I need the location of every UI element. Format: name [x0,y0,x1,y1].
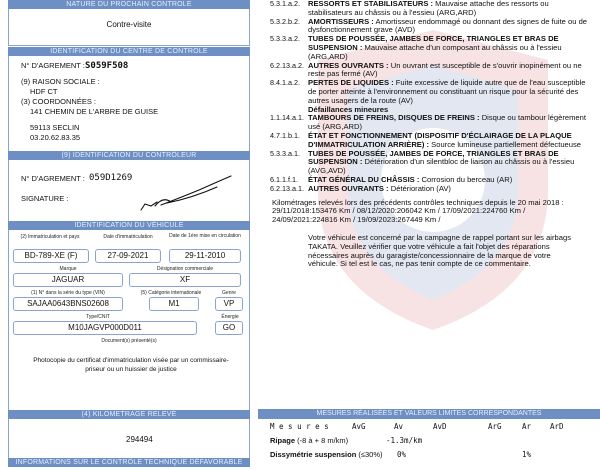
mileage-value: 294494 [126,435,153,444]
categorie-field: M1 [149,297,199,311]
defect-code: 5.3.3.a.1. [270,148,300,158]
defect-code: 6.2.13.a.2. [270,60,304,70]
col-avg: AvG [352,422,366,431]
defect-text: TUBES DE POUSSÉE, JAMBES DE FORCE, TRIANGLES ET BRAS DE SUSPENSION : Détérioration d'un silentbloc de liaison au châssis ou à l'essieu (AVG,AVD) [308,148,575,176]
defect-text: AUTRES OUVRANTS : Un ouvrant est susceptible de s'ouvrir inopinément ou ne reste pas fermé (AV) [308,60,582,79]
measures-col-label: M e s u r e s [270,422,329,431]
defect-entry [270,114,600,132]
defect-entry [270,150,600,176]
measures-header: MESURES RÉALISÉES ET VALEURS LIMITES CORRESPONDANTES [258,409,600,419]
type-cnit-label: Type/CNIT [86,314,110,320]
control-centre-header: IDENTIFICATION DU CENTRE DE CONTROLE [8,47,250,56]
designation-label: Désignation commerciale [156,266,214,272]
date-circulation-field: 29-11-2010 [169,249,241,263]
defect-title: AUTRES OUVRANTS : [308,183,389,193]
controller-box [8,160,250,223]
measures-section [258,409,600,461]
col-arg: ArG [488,422,502,431]
defect-code: 1.1.14.a.1. [270,113,304,123]
vehicle-box [8,230,250,412]
mileage-section [8,410,250,461]
immat-field: BD-789-XE (F) [13,249,89,263]
vehicle-header: IDENTIFICATION DU VÉHICULE [8,221,250,230]
defect-title: RESSORTS ET STABILISATEURS : [308,0,434,8]
defect-code: 5.3.2.b.2. [270,16,300,26]
immat-label: (2) Immatriculation et pays [20,234,80,240]
vin-field: SAJAA0643BNS02608 [13,297,123,311]
raison-sociale-label: (9) RAISON SOCIALE : [21,77,100,86]
defect-text: TUBES DE POUSSÉE, JAMBES DE FORCE, TRIANGLES ET BRAS DE SUSPENSION : Mauvaise attache d'un composant au châssis ou à l'essieu (ARG,ARD) [308,34,562,61]
defect-title: TUBES DE POUSSÉE, JAMBES DE FORCE, TRIANGLES ET BRAS DE SUSPENSION : [308,148,559,167]
coordonnees-label: (3) COORDONNÉES : [21,97,97,106]
centre-phone: 03.20.62.83.35 [30,133,81,142]
energie-field: GO [215,321,243,335]
mileage-box [8,419,250,461]
next-control-value: Contre-visite [106,20,152,29]
defect-title: TAMBOURS DE FREINS, DISQUES DE FREINS : [308,113,480,123]
minor-defects-list [270,114,600,193]
defect-entry [270,0,600,18]
centre-city: 59113 SECLIN [30,123,80,132]
date-immat-field: 27-09-2021 [95,249,161,263]
energie-label: Énergie [221,314,239,320]
controller-agrement-label: N° D'AGREMENT : [21,173,85,183]
documents-value: Photocopie du certificat d'immatriculation visée par un commissaire-priseur ou un huissier de justice [33,357,229,373]
defect-text: ÉTAT GÉNÉRAL DU CHÂSSIS : Corrosion du berceau (AR) [308,174,513,184]
marque-label: Marque [59,266,77,272]
mileage-history: Kilométrages relevés lors des précédents contrôles techniques depuis le 20 mai 2018 : 29/11/2018:153476 Km / 08/12/2020:206042 Km / 17/09/2021:224760 Km / 24/09/2021:224816 Km / 19/09/2023:267449 Km / [272,197,564,225]
date-immat-label: Date d'immatriculation [103,234,153,240]
defect-code: 6.1.1.f.1. [270,174,298,184]
defect-text: ÉTAT ET FONCTIONNEMENT (DISPOSITIF D'ÉCLAIRAGE DE LA PLAQUE D'IMMATRICULATION ARRIÈRE) : Source lumineuse partiellement défectueuse [308,130,582,149]
centre-agrement-value: S059F508 [85,61,129,71]
defect-entry [270,132,600,150]
defect-entry [270,62,600,80]
defect-title: AUTRES OUVRANTS : [308,60,389,70]
genre-label: Genre [222,290,236,296]
defect-code: 5.3.1.a.2. [270,0,300,8]
genre-field: VP [215,297,243,311]
left-column [8,0,250,470]
centre-agrement-label: N° D'AGREMENT : [21,61,85,70]
defect-title: AMORTISSEURS : [308,16,374,26]
defect-title: ÉTAT GÉNÉRAL DU CHÂSSIS : [308,174,420,184]
defects-column [270,0,600,269]
ripage-limit: (-8 à + 8 m/km) [297,436,349,445]
defect-entry [270,35,600,61]
defect-entry [270,79,600,105]
defect-title: ÉTAT ET FONCTIONNEMENT (DISPOSITIF D'ÉCLAIRAGE DE LA PLAQUE D'IMMATRICULATION ARRIÈRE) : [308,130,572,149]
next-control-section [8,0,250,46]
defect-entry [270,18,600,36]
dissymetrie-label: Dissymétrie suspension [270,450,357,459]
control-centre-box [8,56,250,155]
controller-agrement-value: 059D1269 [89,173,133,183]
defect-title: PERTES DE LIQUIDES : [308,78,394,88]
controller-header: (9) IDENTIFICATION DU CONTRÔLEUR [8,151,250,160]
defect-text: RESSORTS ET STABILISATEURS : Mauvaise attache des ressorts ou stabilisateurs au châssis ou à l'essieu (ARG,ARD) [308,0,549,17]
defect-code: 8.4.1.a.2. [270,78,300,88]
measures-column-header-row [258,419,600,433]
unfavourable-info-header: INFORMATIONS SUR LE CONTRÔLE TECHNIQUE DÉFAVORABLE [8,458,250,467]
col-ard: ArD [550,422,564,431]
date-circulation-label: Date de 1ère mise en circulation [169,233,241,239]
ripage-label: Ripage [270,436,296,445]
col-avd: AvD [433,422,447,431]
defect-text: PERTES DE LIQUIDES : Fuite excessive de liquide autre que de l'eau susceptible de porter atteinte à l'environnement ou constituant un risque pour la sécurité des autres usagers de la route (AV) [308,78,586,105]
controller-section [8,151,250,223]
unfavourable-info-section [8,458,250,467]
dissymetrie-limit: (≤30%) [358,450,383,459]
measure-row-dissymetrie [258,447,600,461]
defect-text: AMORTISSEURS : Amortisseur endommagé ou donnant des signes de fuite ou de dysfonctionnement grave (AVD) [308,16,588,35]
marque-field: JAGUAR [13,273,123,287]
control-centre-section [8,47,250,155]
signature-mark [137,172,237,214]
defect-text: TAMBOURS DE FREINS, DISQUES DE FREINS : Disque ou tambour légèrement usé (ARG,ARD) [308,113,586,132]
col-ar: Ar [522,422,532,431]
col-av: Av [394,422,404,431]
defect-code: 4.7.1.b.1. [270,130,300,140]
defect-text: AUTRES OUVRANTS : Détérioration (AV) [308,183,451,193]
defect-code: 5.3.3.a.2. [270,34,300,44]
documents-label: Document(s) présenté(s) [101,338,157,344]
type-cnit-field: M10JAGVP000D011 [13,321,197,335]
raison-sociale-value: HDF CT [30,87,58,96]
signature-label: SIGNATURE : [21,193,69,203]
defect-code: 6.2.13.a.1. [270,183,304,193]
next-control-box [8,9,250,46]
measure-row-ripage [258,433,600,447]
categorie-label: (5) Catégorie internationale [140,290,202,296]
recall-notice: Votre véhicule est concerné par la campagne de rappel portant sur les airbags TAKATA. Veuillez vérifier que votre véhicule a fait l'objet des réparations nécessaires auprès du garagiste/concessionnaire de la marque de votre véhicule. Si tel est le cas, ne pas tenir compte de ce commentaire. [308,232,571,269]
designation-field: XF [129,273,241,287]
dissymetrie-av-value: 0% [397,450,407,459]
defect-entry [270,185,600,194]
centre-address: 141 CHEMIN DE L'ARBRE DE GUISE [30,107,159,116]
defect-title: TUBES DE POUSSÉE, JAMBES DE FORCE, TRIANGLES ET BRAS DE SUSPENSION : [308,34,559,52]
next-control-header: NATURE DU PROCHAIN CONTROLE [8,0,250,9]
major-defects-list [270,0,600,106]
dissymetrie-ar-value: 1% [522,450,532,459]
ripage-av-value: -1.3m/km [386,436,423,445]
vin-label: (1) N° dans la série du type (VIN) [31,290,105,296]
minor-defects-header: Défaillances mineures [308,104,389,114]
mileage-header: (4) KILOMETRAGE RELEVÉ [8,410,250,419]
vehicle-section [8,221,250,412]
